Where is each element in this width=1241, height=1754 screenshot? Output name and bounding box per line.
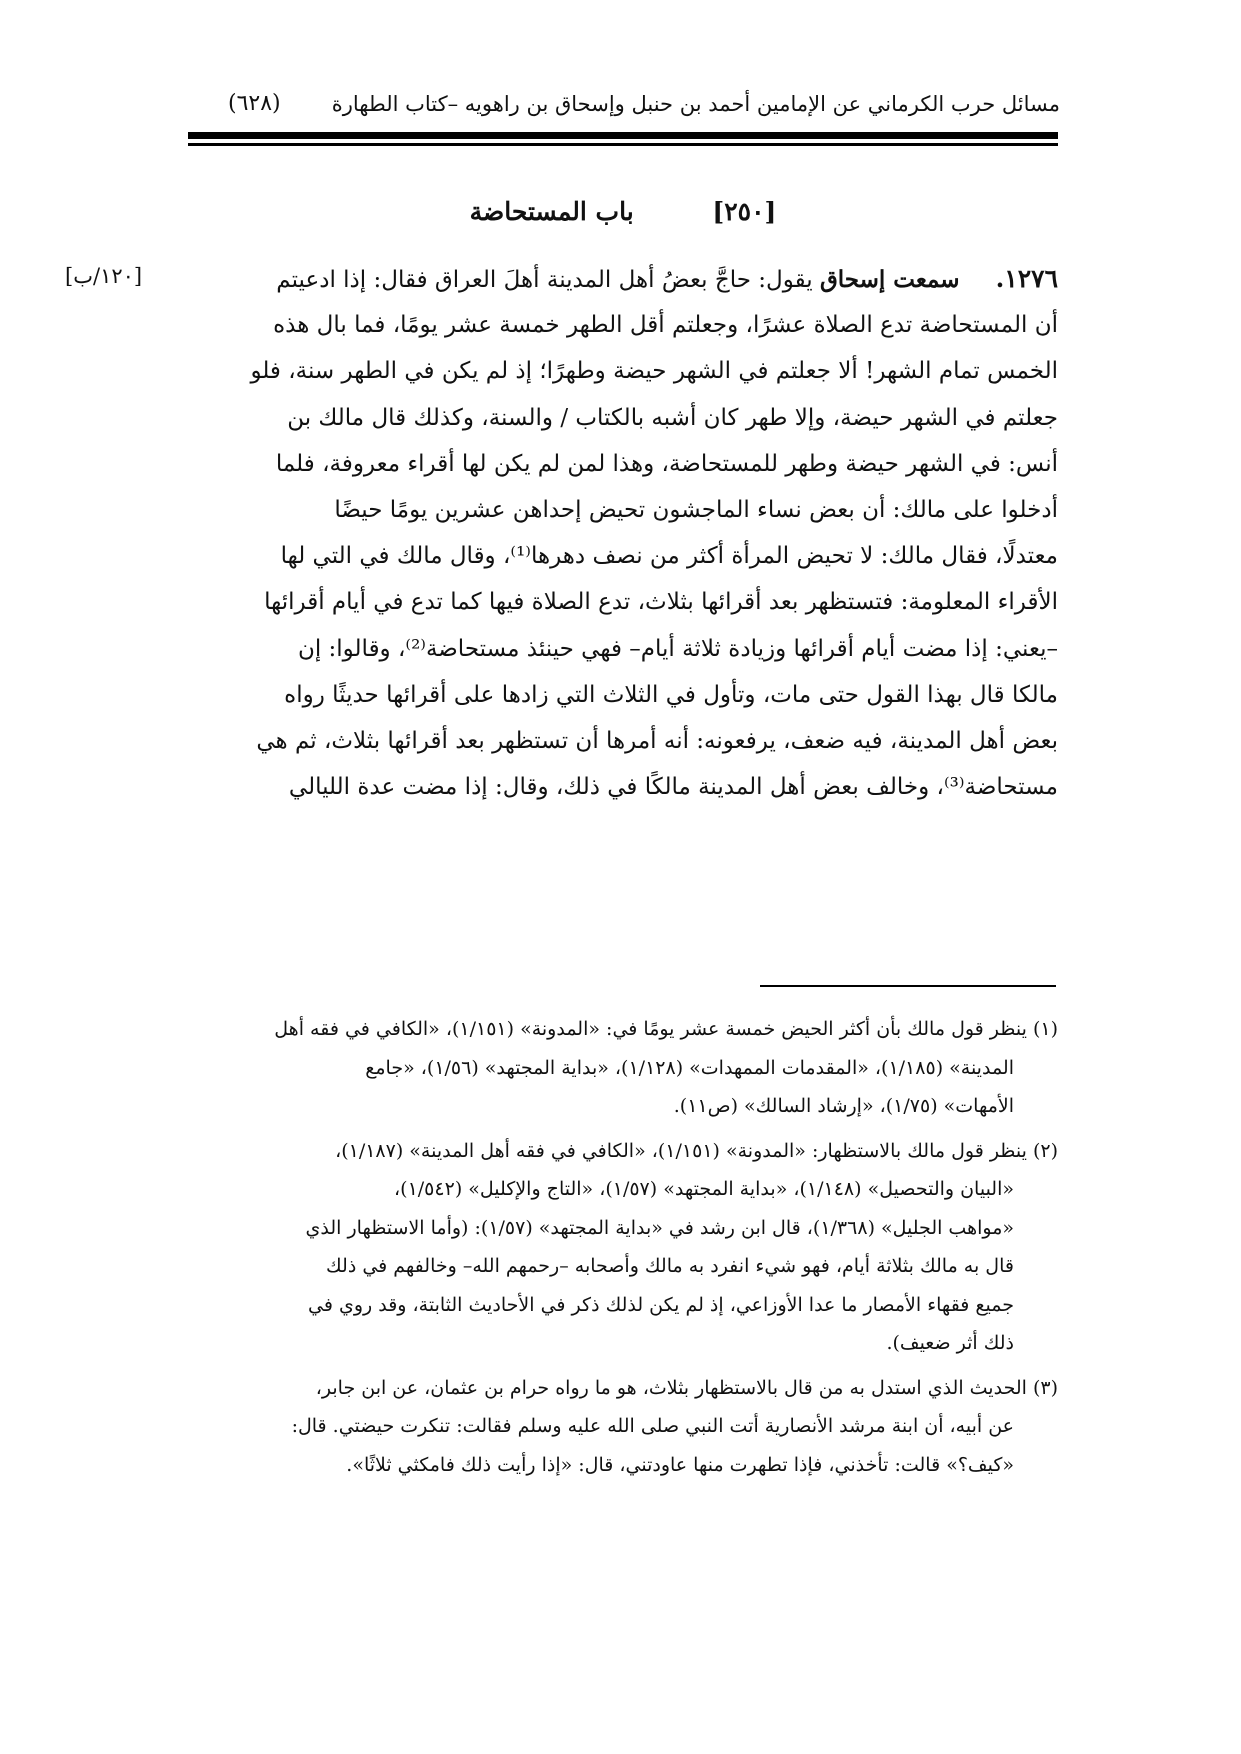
- text-line: الأقراء المعلومة: فتستظهر بعد أقرائها بثلاث، تدع الصلاة فيها كما تدع في أيام أقرائها: [264, 589, 1058, 616]
- issue-text: [238, 256, 1058, 810]
- text-line: أدخلوا على مالك: أن بعض نساء الماجشون تحيض إحداهن عشرين يومًا حيضًا: [334, 496, 1058, 523]
- chapter-title: باب المستحاضة: [469, 197, 634, 226]
- text-line: معتدلًا، فقال مالك: لا تحيض المرأة أكثر من نصف دهرها⁽¹⁾، وقال مالك في التي لها: [280, 543, 1058, 570]
- footnotes: [188, 1010, 1058, 1490]
- text-line: أنس: في الشهر حيضة وطهر للمستحاضة، وهذا لمن لم يكن لها أقراء معروفة، فلما: [275, 450, 1058, 477]
- issue-number: ١٢٧٦.: [995, 264, 1058, 293]
- footnote-separator: [760, 985, 1056, 987]
- footnote-line: «مواهب الجليل» (١/٣٦٨)، قال ابن رشد في «بداية المجتهد» (١/٥٧): (وأما الاستظهار الذي: [305, 1216, 1014, 1239]
- footnote-line: (١) ينظر قول مالك بأن أكثر الحيض خمسة عشر يومًا في: «المدونة» (١/١٥١)، «الكافي في فقه أهل: [274, 1018, 1058, 1040]
- footnote-3: [188, 1369, 1058, 1485]
- footnote-line: (٢) ينظر قول مالك بالاستظهار: «المدونة» (١/١٥١)، «الكافي في فقه أهل المدينة» (١/١٨٧)،: [335, 1139, 1058, 1162]
- header-rule-thin: [188, 143, 1058, 146]
- footnote-line: المدينة» (١/١٨٥)، «المقدمات الممهدات» (١/١٢٨)، «بداية المجتهد» (١/٥٦)، «جامع: [365, 1056, 1014, 1079]
- footnote-line: «البيان والتحصيل» (١/١٤٨)، «بداية المجتهد» (١/٥٧)، «التاج والإكليل» (١/٥٤٢)،: [394, 1178, 1014, 1200]
- footnote-line: الأمهات» (١/٧٥)، «إرشاد السالك» (ص١١).: [673, 1095, 1014, 1117]
- text-line-content: يقول: حاجَّ بعضُ أهل المدينة أهلَ العراق فقال: إذا ادعيتم: [276, 267, 813, 293]
- footnote-line: قال به مالك بثلاثة أيام، فهو شيء انفرد به مالك وأصحابه –رحمهم الله– وخالفهم في ذلك: [326, 1255, 1014, 1277]
- footnote-line: (٣) الحديث الذي استدل به من قال بالاستظهار بثلاث، هو ما رواه حرام بن عثمان، عن ابن جابر،: [315, 1376, 1058, 1399]
- text-line: بعض أهل المدينة، فيه ضعف، يرفعونه: أنه أمرها أن تستظهر بعد أقرائها بثلاث، ثم هي: [256, 727, 1058, 754]
- footnote-line: جميع فقهاء الأمصار ما عدا الأوزاعي، إذ لم يكن لذلك ذكر في الأحاديث الثابتة، وقد روي في: [308, 1293, 1014, 1316]
- text-line: أن المستحاضة تدع الصلاة عشرًا، وجعلتم أقل الطهر خمسة عشر يومًا، فما بال هذه: [273, 312, 1058, 339]
- folio-reference: [١٢٠/ب]: [65, 264, 143, 288]
- text-line: الخمس تمام الشهر! ألا جعلتم في الشهر حيضة وطهرًا؛ إذ لم يكن في الطهر سنة، فلو: [250, 358, 1058, 385]
- chapter-number: [٢٥٠]: [712, 197, 777, 226]
- text-line: مالكا قال بهذا القول حتى مات، وتأول في الثلاث التي زادها على أقرائها حديثًا رواه: [284, 681, 1058, 708]
- chapter-heading: [188, 192, 1058, 232]
- text-line: –يعني: إذا مضت أيام أقرائها وزيادة ثلاثة أيام– فهي حينئذ مستحاضة⁽²⁾، وقالوا: إن: [297, 635, 1058, 662]
- running-header: [180, 84, 1060, 124]
- header-rule-thick: [188, 132, 1058, 139]
- footnote-1: [188, 1010, 1058, 1126]
- running-title: مسائل حرب الكرماني عن الإمامين أحمد بن حنبل وإسحاق بن راهويه –كتاب الطهارة: [331, 92, 1060, 116]
- text-line: مستحاضة⁽³⁾، وخالف بعض أهل المدينة مالكًا في ذلك، وقال: إذا مضت عدة الليالي: [288, 774, 1058, 801]
- footnote-line: عن أبيه، أن ابنة مرشد الأنصارية أتت النبي صلى الله عليه وسلم فقالت: تنكرت حيضتي. قال:: [291, 1415, 1014, 1437]
- page-number: (٦٢٨): [228, 91, 281, 116]
- footnote-line: ذلك أثر ضعيف).: [886, 1332, 1014, 1354]
- footnote-2: [188, 1132, 1058, 1363]
- text-line: جعلتم في الشهر حيضة، وإلا طهر كان أشبه بالكتاب / والسنة، وكذلك قال مالك بن: [287, 404, 1058, 431]
- footnote-line: «كيف؟» قالت: تأخذني، فإذا تطهرت منها عاودتني، قال: «إذا رأيت ذلك فامكثي ثلاثًا».: [346, 1453, 1014, 1476]
- speaker: سمعت إسحاق: [819, 266, 960, 293]
- text-line: [238, 256, 1058, 302]
